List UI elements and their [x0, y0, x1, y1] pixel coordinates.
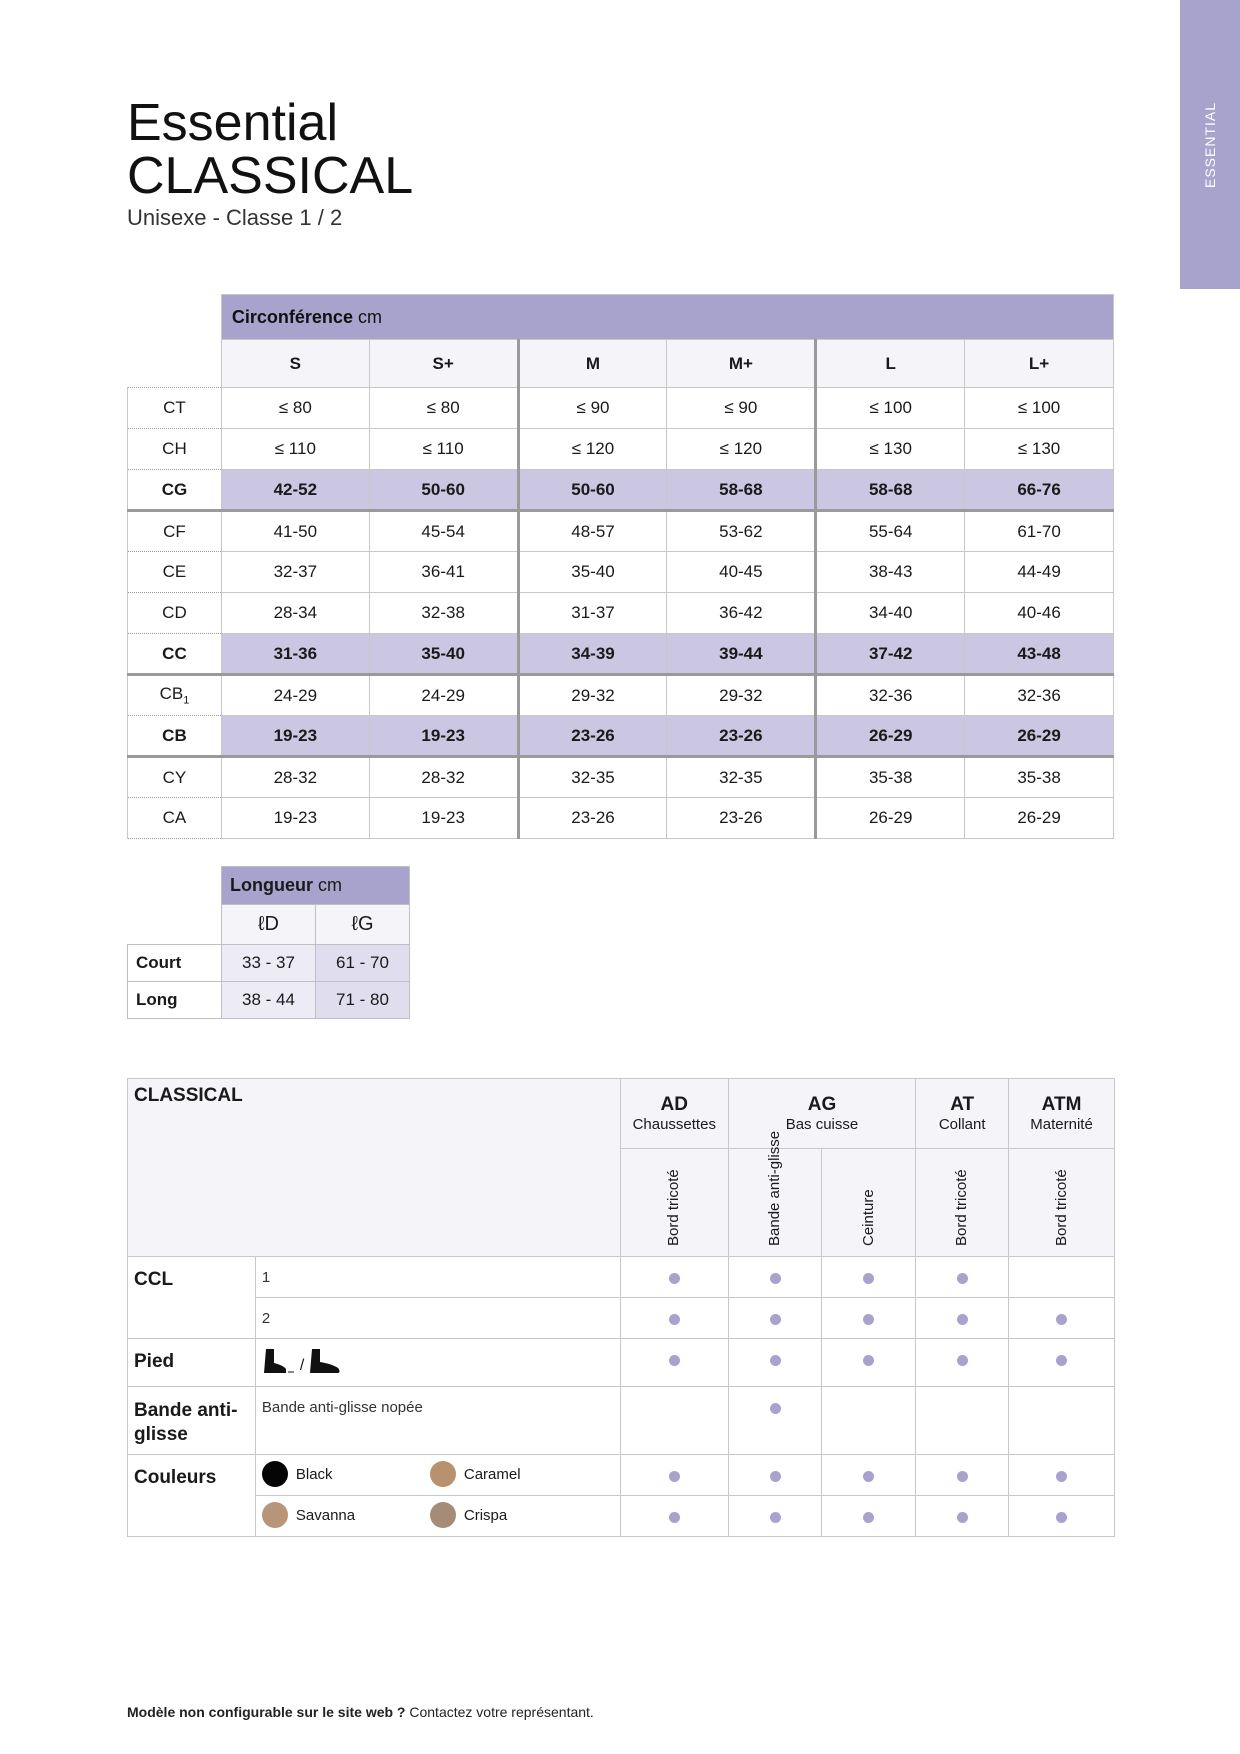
circumference-row	[128, 716, 1114, 757]
dot-cell	[916, 1298, 1009, 1339]
bande-value: Bande anti-glisse nopée	[255, 1387, 620, 1455]
color-option-savanna	[262, 1502, 430, 1528]
color-name: Black	[295, 1465, 333, 1483]
dot-cell	[822, 1298, 916, 1339]
row-label	[128, 388, 222, 429]
product-ad	[620, 1079, 728, 1149]
size-cell: 35-38	[965, 757, 1114, 798]
color-swatch	[262, 1461, 288, 1487]
color-row-2	[128, 1496, 1115, 1537]
dot-cell	[822, 1496, 916, 1537]
size-cell: 41-50	[221, 511, 369, 552]
row-label-subscript: 1	[183, 694, 190, 707]
size-cell: 35-40	[369, 634, 518, 675]
size-cell: 23-26	[667, 798, 816, 839]
subcol-header	[916, 1149, 1009, 1257]
subcol-label: Bord tricoté	[953, 1169, 971, 1246]
size-cell: 32-38	[369, 593, 518, 634]
length-cell: 38 - 44	[222, 982, 316, 1019]
corner-blank	[128, 905, 222, 945]
availability-dot	[669, 1273, 680, 1284]
size-cell: 45-54	[369, 511, 518, 552]
size-cell: 32-36	[816, 675, 965, 716]
pied-separator: /	[299, 1357, 305, 1374]
color-pair	[255, 1455, 620, 1496]
size-cell: 55-64	[816, 511, 965, 552]
size-cell: 26-29	[816, 798, 965, 839]
length-row-label: Court	[128, 945, 222, 982]
size-cell: ≤ 90	[518, 388, 667, 429]
availability-dot	[863, 1471, 874, 1482]
length-title: Longueur	[230, 875, 313, 895]
subcol-header	[822, 1149, 916, 1257]
row-label-text: CF	[163, 521, 186, 541]
product-code: AT	[950, 1094, 975, 1115]
color-name: Savanna	[295, 1506, 356, 1524]
availability-dot	[957, 1314, 968, 1325]
availability-dot	[863, 1512, 874, 1523]
circumference-row	[128, 798, 1114, 839]
subcol-label: Bord tricoté	[1052, 1169, 1070, 1246]
row-label	[128, 757, 222, 798]
color-option-crispa	[430, 1502, 598, 1528]
ccl-value: 2	[255, 1298, 620, 1339]
availability-dot	[957, 1471, 968, 1482]
size-cell: 29-32	[667, 675, 816, 716]
availability-dot	[863, 1314, 874, 1325]
corner-blank	[128, 295, 222, 340]
couleurs-label: Couleurs	[128, 1455, 256, 1537]
size-cell: ≤ 120	[667, 429, 816, 470]
pied-row	[128, 1339, 1115, 1387]
availability-dot	[1056, 1355, 1067, 1366]
corner-blank	[128, 340, 222, 388]
ccl-value: 1	[255, 1257, 620, 1298]
side-tab-label: ESSENTIAL	[1202, 101, 1218, 189]
size-cell: 40-46	[965, 593, 1114, 634]
row-label	[128, 798, 222, 839]
size-cell: ≤ 120	[518, 429, 667, 470]
dot-cell	[620, 1298, 728, 1339]
size-cell: 26-29	[816, 716, 965, 757]
circumference-row	[128, 634, 1114, 675]
size-cell: 19-23	[221, 716, 369, 757]
circumference-row	[128, 757, 1114, 798]
dot-cell	[620, 1496, 728, 1537]
product-code: AG	[807, 1094, 837, 1115]
size-cell: 66-76	[965, 470, 1114, 511]
availability-dot	[957, 1273, 968, 1284]
availability-dot	[770, 1273, 781, 1284]
size-cell: 50-60	[518, 470, 667, 511]
size-cell: 58-68	[667, 470, 816, 511]
circumference-row	[128, 388, 1114, 429]
circumference-row	[128, 675, 1114, 716]
availability-dot	[770, 1512, 781, 1523]
availability-dot	[957, 1512, 968, 1523]
product-name: Maternité	[1030, 1116, 1093, 1133]
size-cell: 19-23	[369, 798, 518, 839]
size-cell: 26-29	[965, 798, 1114, 839]
pied-label: Pied	[128, 1339, 256, 1387]
row-label-text: CE	[162, 562, 187, 581]
length-header	[222, 867, 410, 905]
availability-dot	[770, 1355, 781, 1366]
dot-cell	[916, 1387, 1009, 1455]
availability-dot	[770, 1403, 781, 1414]
dot-cell	[620, 1387, 728, 1455]
product-name: Bas cuisse	[785, 1116, 859, 1133]
size-header: S+	[369, 340, 518, 388]
open-toe-foot-icon	[262, 1349, 296, 1375]
size-cell: ≤ 90	[667, 388, 816, 429]
size-cell: 19-23	[221, 798, 369, 839]
size-cell: 31-36	[221, 634, 369, 675]
row-label	[128, 470, 222, 511]
size-cell: 34-39	[518, 634, 667, 675]
subcol-label: Bord tricoté	[665, 1169, 683, 1246]
classical-title: CLASSICAL	[128, 1079, 621, 1257]
availability-dot	[863, 1355, 874, 1366]
color-row-1	[128, 1455, 1115, 1496]
size-cell: 39-44	[667, 634, 816, 675]
row-label	[128, 429, 222, 470]
length-col-header: ℓD	[222, 905, 316, 945]
row-label	[128, 593, 222, 634]
size-cell: 32-36	[965, 675, 1114, 716]
size-cell: 35-38	[816, 757, 965, 798]
dot-cell	[728, 1339, 822, 1387]
dot-cell	[916, 1455, 1009, 1496]
color-swatch	[430, 1461, 456, 1487]
size-cell: 61-70	[965, 511, 1114, 552]
circumference-row	[128, 429, 1114, 470]
size-cell: 58-68	[816, 470, 965, 511]
row-label-text: CC	[162, 643, 187, 663]
ccl-label: CCL	[128, 1257, 256, 1339]
size-cell: 28-32	[369, 757, 518, 798]
dot-cell	[728, 1387, 822, 1455]
dot-cell	[620, 1455, 728, 1496]
length-table	[127, 866, 410, 1019]
bande-row	[128, 1387, 1115, 1455]
row-label	[128, 716, 222, 757]
dot-cell	[916, 1339, 1009, 1387]
size-cell: 23-26	[518, 716, 667, 757]
size-cell: 32-35	[667, 757, 816, 798]
pied-icons	[255, 1339, 620, 1387]
dot-cell	[620, 1339, 728, 1387]
row-label-text: CH	[162, 439, 187, 458]
circumference-row	[128, 552, 1114, 593]
size-header: M	[518, 340, 667, 388]
availability-dot	[770, 1471, 781, 1482]
size-cell: 23-26	[667, 716, 816, 757]
size-cell: 43-48	[965, 634, 1114, 675]
row-label-text: CG	[161, 479, 188, 499]
product-atm	[1009, 1079, 1115, 1149]
row-label-text: CB	[159, 684, 184, 704]
color-pair	[255, 1496, 620, 1537]
product-code: AD	[660, 1094, 688, 1115]
dot-cell	[1009, 1387, 1115, 1455]
product-name: Chaussettes	[632, 1116, 716, 1133]
size-cell: 32-35	[518, 757, 667, 798]
size-cell: 34-40	[816, 593, 965, 634]
dot-cell	[620, 1257, 728, 1298]
row-label	[128, 552, 222, 593]
dot-cell	[822, 1455, 916, 1496]
page-subtitle: Unisexe - Classe 1 / 2	[127, 205, 343, 230]
size-cell: 32-37	[221, 552, 369, 593]
size-cell: 36-41	[369, 552, 518, 593]
footer-note	[127, 1704, 594, 1720]
size-cell: ≤ 100	[816, 388, 965, 429]
bande-label: Bande anti-glisse	[128, 1387, 256, 1455]
color-name: Crispa	[463, 1506, 508, 1524]
size-cell: ≤ 100	[965, 388, 1114, 429]
page-title-line2: CLASSICAL	[127, 147, 414, 205]
size-cell: 31-37	[518, 593, 667, 634]
availability-dot	[1056, 1512, 1067, 1523]
color-name: Caramel	[463, 1465, 521, 1483]
dot-cell	[728, 1257, 822, 1298]
size-cell: ≤ 130	[816, 429, 965, 470]
product-ag	[728, 1079, 916, 1149]
availability-dot	[669, 1512, 680, 1523]
page-title-line1: Essential	[127, 94, 338, 152]
size-cell: 26-29	[965, 716, 1114, 757]
size-cell: 24-29	[221, 675, 369, 716]
color-option-black	[262, 1461, 430, 1487]
circumference-unit: cm	[357, 306, 382, 327]
size-cell: 36-42	[667, 593, 816, 634]
row-label	[128, 675, 222, 716]
row-label-text: CA	[162, 808, 187, 827]
dot-cell	[822, 1339, 916, 1387]
length-cell: 61 - 70	[316, 945, 410, 982]
dot-cell	[916, 1257, 1009, 1298]
availability-dot	[770, 1314, 781, 1325]
circumference-row	[128, 470, 1114, 511]
size-header: L	[816, 340, 965, 388]
size-cell: 19-23	[369, 716, 518, 757]
size-header: M+	[667, 340, 816, 388]
subcol-label: Ceinture	[859, 1189, 877, 1246]
essential-side-tab	[1180, 0, 1240, 289]
size-cell: ≤ 110	[221, 429, 369, 470]
length-col-header: ℓG	[316, 905, 410, 945]
dot-cell	[1009, 1455, 1115, 1496]
classical-options-table	[127, 1078, 1115, 1537]
availability-dot	[957, 1355, 968, 1366]
availability-dot	[1056, 1471, 1067, 1482]
circumference-row	[128, 593, 1114, 634]
row-label	[128, 511, 222, 552]
circumference-title: Circonférence	[231, 306, 353, 327]
row-label-text: CY	[162, 767, 187, 787]
size-cell: ≤ 130	[965, 429, 1114, 470]
circumference-header	[221, 295, 1113, 340]
dot-cell	[822, 1257, 916, 1298]
circumference-row	[128, 511, 1114, 552]
availability-dot	[669, 1355, 680, 1366]
footer-bold: Modèle non configurable sur le site web ?	[127, 1704, 406, 1720]
length-unit: cm	[318, 875, 343, 895]
subcol-header	[728, 1130, 822, 1257]
size-cell: 24-29	[369, 675, 518, 716]
size-cell: 29-32	[518, 675, 667, 716]
row-label	[128, 634, 222, 675]
size-header: S	[221, 340, 369, 388]
size-cell: ≤ 80	[369, 388, 518, 429]
size-cell: 44-49	[965, 552, 1114, 593]
footer-text: Contactez votre représentant.	[405, 1704, 594, 1720]
ccl-row-2	[128, 1298, 1115, 1339]
color-swatch	[262, 1502, 288, 1528]
dot-cell	[1009, 1298, 1115, 1339]
length-cell: 33 - 37	[222, 945, 316, 982]
product-code: ATM	[1041, 1094, 1082, 1115]
dot-cell	[728, 1298, 822, 1339]
closed-toe-foot-icon	[308, 1349, 342, 1375]
dot-cell	[1009, 1257, 1115, 1298]
size-cell: 50-60	[369, 470, 518, 511]
size-header: L+	[965, 340, 1114, 388]
size-cell: 23-26	[518, 798, 667, 839]
row-label-text: CT	[163, 398, 186, 417]
product-at	[916, 1079, 1009, 1149]
subcol-header	[1009, 1149, 1115, 1257]
product-name: Collant	[938, 1116, 986, 1133]
size-cell: 28-32	[221, 757, 369, 798]
availability-dot	[863, 1273, 874, 1284]
dot-cell	[1009, 1496, 1115, 1537]
size-cell: ≤ 80	[221, 388, 369, 429]
size-cell: ≤ 110	[369, 429, 518, 470]
size-cell: 38-43	[816, 552, 965, 593]
dot-cell	[916, 1496, 1009, 1537]
size-cell: 48-57	[518, 511, 667, 552]
subcol-label: Bande anti-glisse	[766, 1130, 784, 1246]
availability-dot	[1056, 1314, 1067, 1325]
dot-cell	[1009, 1339, 1115, 1387]
corner-blank	[128, 867, 222, 905]
ccl-row-1	[128, 1257, 1115, 1298]
availability-dot	[669, 1314, 680, 1325]
subcol-header	[620, 1149, 728, 1257]
size-cell: 40-45	[667, 552, 816, 593]
size-cell: 37-42	[816, 634, 965, 675]
size-cell: 42-52	[221, 470, 369, 511]
size-cell: 53-62	[667, 511, 816, 552]
size-cell: 35-40	[518, 552, 667, 593]
length-cell: 71 - 80	[316, 982, 410, 1019]
row-label-text: CD	[162, 603, 187, 622]
availability-dot	[669, 1471, 680, 1482]
length-row-label: Long	[128, 982, 222, 1019]
color-option-caramel	[430, 1461, 598, 1487]
row-label-text: CB	[162, 725, 187, 745]
color-swatch	[430, 1502, 456, 1528]
circumference-table	[127, 294, 1114, 839]
dot-cell	[822, 1387, 916, 1455]
dot-cell	[728, 1455, 822, 1496]
dot-cell	[728, 1496, 822, 1537]
size-cell: 28-34	[221, 593, 369, 634]
